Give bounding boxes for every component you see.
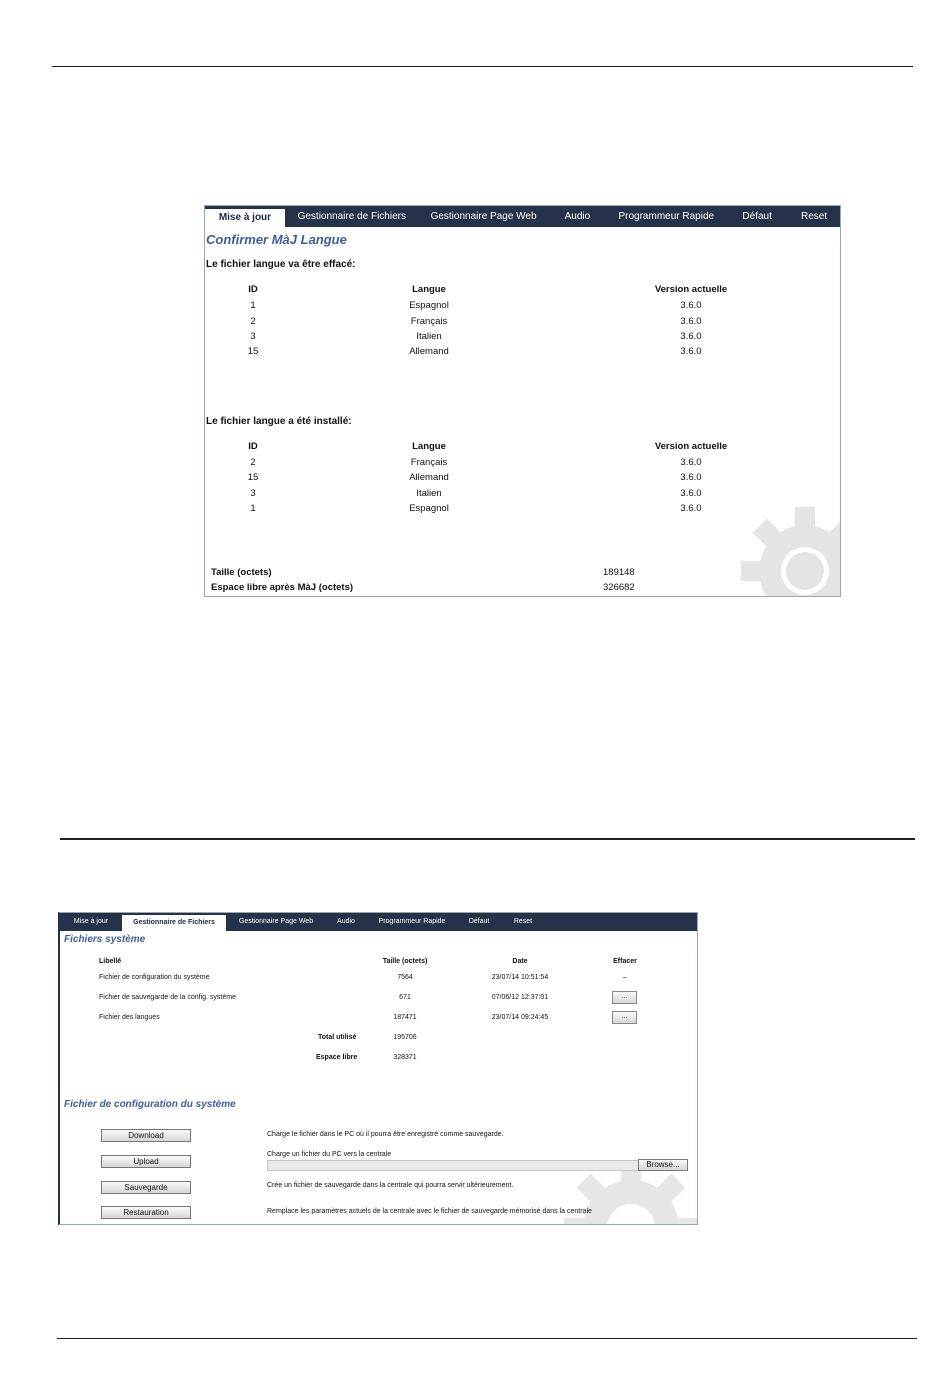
free-space-label: Espace libre [316, 1054, 358, 1061]
table-cell: 3.6.0 [680, 472, 702, 483]
top-rule [52, 66, 913, 67]
file-label: Fichier des langues [99, 1014, 160, 1021]
download-button[interactable]: Download [101, 1129, 191, 1142]
file-size: 671 [399, 994, 411, 1001]
browse-button[interactable]: Browse... [638, 1159, 688, 1171]
file-label: Fichier de sauvegarde de la config. système [99, 994, 236, 1001]
table-cell: Allemand [409, 472, 449, 483]
tab-gestionnaire-fichiers[interactable]: Gestionnaire de Fichiers [297, 211, 406, 222]
tab-programmeur-rapide[interactable]: Programmeur Rapide [378, 918, 446, 925]
table-cell: Italien [416, 331, 442, 342]
middle-rule [60, 838, 915, 840]
table-cell: 2 [250, 316, 256, 327]
table-cell: 1 [250, 300, 256, 311]
col-header-langue: Langue [412, 284, 446, 295]
size-value: 189148 [603, 567, 635, 578]
confirm-language-update-panel [204, 205, 841, 597]
tab-mise-a-jour[interactable]: Mise à jour [73, 918, 109, 925]
erase-backup-button[interactable]: ... [612, 991, 637, 1004]
tab-reset[interactable]: Reset [513, 918, 533, 925]
tab-gestionnaire-page-web[interactable]: Gestionnaire Page Web [430, 211, 537, 222]
table-cell: Espagnol [409, 300, 449, 311]
total-used-label: Total utilisé [318, 1034, 357, 1041]
col-header-version: Version actuelle [654, 441, 728, 452]
file-size: 7564 [397, 974, 413, 981]
table-cell: Espagnol [409, 503, 449, 514]
tab-programmeur-rapide[interactable]: Programmeur Rapide [618, 211, 715, 222]
erase-language-button[interactable]: ... [612, 1011, 637, 1024]
table-cell: 3.6.0 [680, 316, 702, 327]
tab-defaut[interactable]: Défaut [468, 918, 490, 925]
free-space-label: Espace libre après MàJ (octets) [211, 582, 354, 593]
tab-audio[interactable]: Audio [337, 918, 355, 925]
free-space-value: 326682 [603, 582, 635, 593]
table-cell: 15 [247, 346, 259, 357]
table-cell: 15 [247, 472, 259, 483]
col-header-taille: Taille (octets) [382, 958, 428, 965]
gear-watermark-icon [735, 501, 841, 597]
restore-description: Remplace les paramètres actuels de la centrale avec le fichier de sauvegarde mémorisé dans la centrale [267, 1208, 592, 1215]
table-cell: 1 [250, 503, 256, 514]
upload-description: Charge un fichier du PC vers la centrale [267, 1151, 392, 1158]
file-label: Fichier de configuration du système [99, 974, 210, 981]
col-header-libelle: Libellé [99, 958, 122, 965]
installed-heading: Le fichier langue a été installé: [206, 416, 352, 427]
free-space-value: 328371 [393, 1054, 417, 1061]
tab-bar [205, 206, 840, 227]
col-header-version: Version actuelle [654, 284, 728, 295]
restore-button[interactable]: Restauration [101, 1206, 191, 1219]
col-header-date: Date [512, 958, 528, 965]
table-cell: 3.6.0 [680, 331, 702, 342]
file-manager-panel [58, 912, 698, 1225]
backup-description: Crée un fichier de sauvegarde dans la centrale qui pourra servir ultérieurement. [267, 1182, 514, 1189]
table-cell: Français [410, 457, 448, 468]
table-cell: 2 [250, 457, 256, 468]
table-cell: 3.6.0 [680, 488, 702, 499]
tab-reset[interactable]: Reset [800, 211, 828, 222]
file-size: 187471 [393, 1014, 417, 1021]
tab-bar [60, 913, 697, 931]
table-cell: 3.6.0 [680, 300, 702, 311]
table-cell: 3.6.0 [680, 503, 702, 514]
tab-audio[interactable]: Audio [564, 211, 591, 222]
col-header-effacer: Effacer [613, 958, 637, 965]
section-title-config-file: Fichier de configuration du système [64, 1099, 236, 1110]
erase-heading: Le fichier langue va être effacé: [206, 259, 356, 270]
table-cell: Français [410, 316, 448, 327]
table-cell: 3.6.0 [680, 346, 702, 357]
table-cell: 3 [250, 488, 256, 499]
file-date: 23/07/14 09:24:45 [491, 1014, 549, 1021]
section-title-system-files: Fichiers système [64, 934, 146, 945]
table-cell: Italien [416, 488, 442, 499]
bottom-rule [57, 1338, 917, 1339]
file-date: 07/06/12 12:37:01 [491, 994, 549, 1001]
col-header-langue: Langue [412, 441, 446, 452]
tab-mise-a-jour[interactable]: Mise à jour [205, 209, 285, 227]
upload-button[interactable]: Upload [101, 1155, 191, 1168]
table-cell: Allemand [409, 346, 449, 357]
table-cell: 3 [250, 331, 256, 342]
size-label: Taille (octets) [211, 567, 272, 578]
col-header-id: ID [248, 284, 258, 295]
backup-button[interactable]: Sauvegarde [101, 1181, 191, 1194]
table-cell: 3.6.0 [680, 457, 702, 468]
page-title: Confirmer MàJ Langue [206, 232, 347, 247]
tab-gestionnaire-page-web[interactable]: Gestionnaire Page Web [238, 918, 314, 925]
col-header-id: ID [248, 441, 258, 452]
upload-file-input[interactable] [267, 1160, 639, 1171]
tab-defaut[interactable]: Défaut [742, 211, 772, 222]
download-description: Charge le fichier dans le PC où il pourra être enregistré comme sauvegarde. [267, 1131, 504, 1138]
file-date: 23/07/14 10:51:54 [491, 974, 549, 981]
file-erase-none: – [623, 974, 627, 981]
tab-gestionnaire-fichiers[interactable]: Gestionnaire de Fichiers [122, 915, 226, 931]
total-used-value: 195706 [393, 1034, 417, 1041]
